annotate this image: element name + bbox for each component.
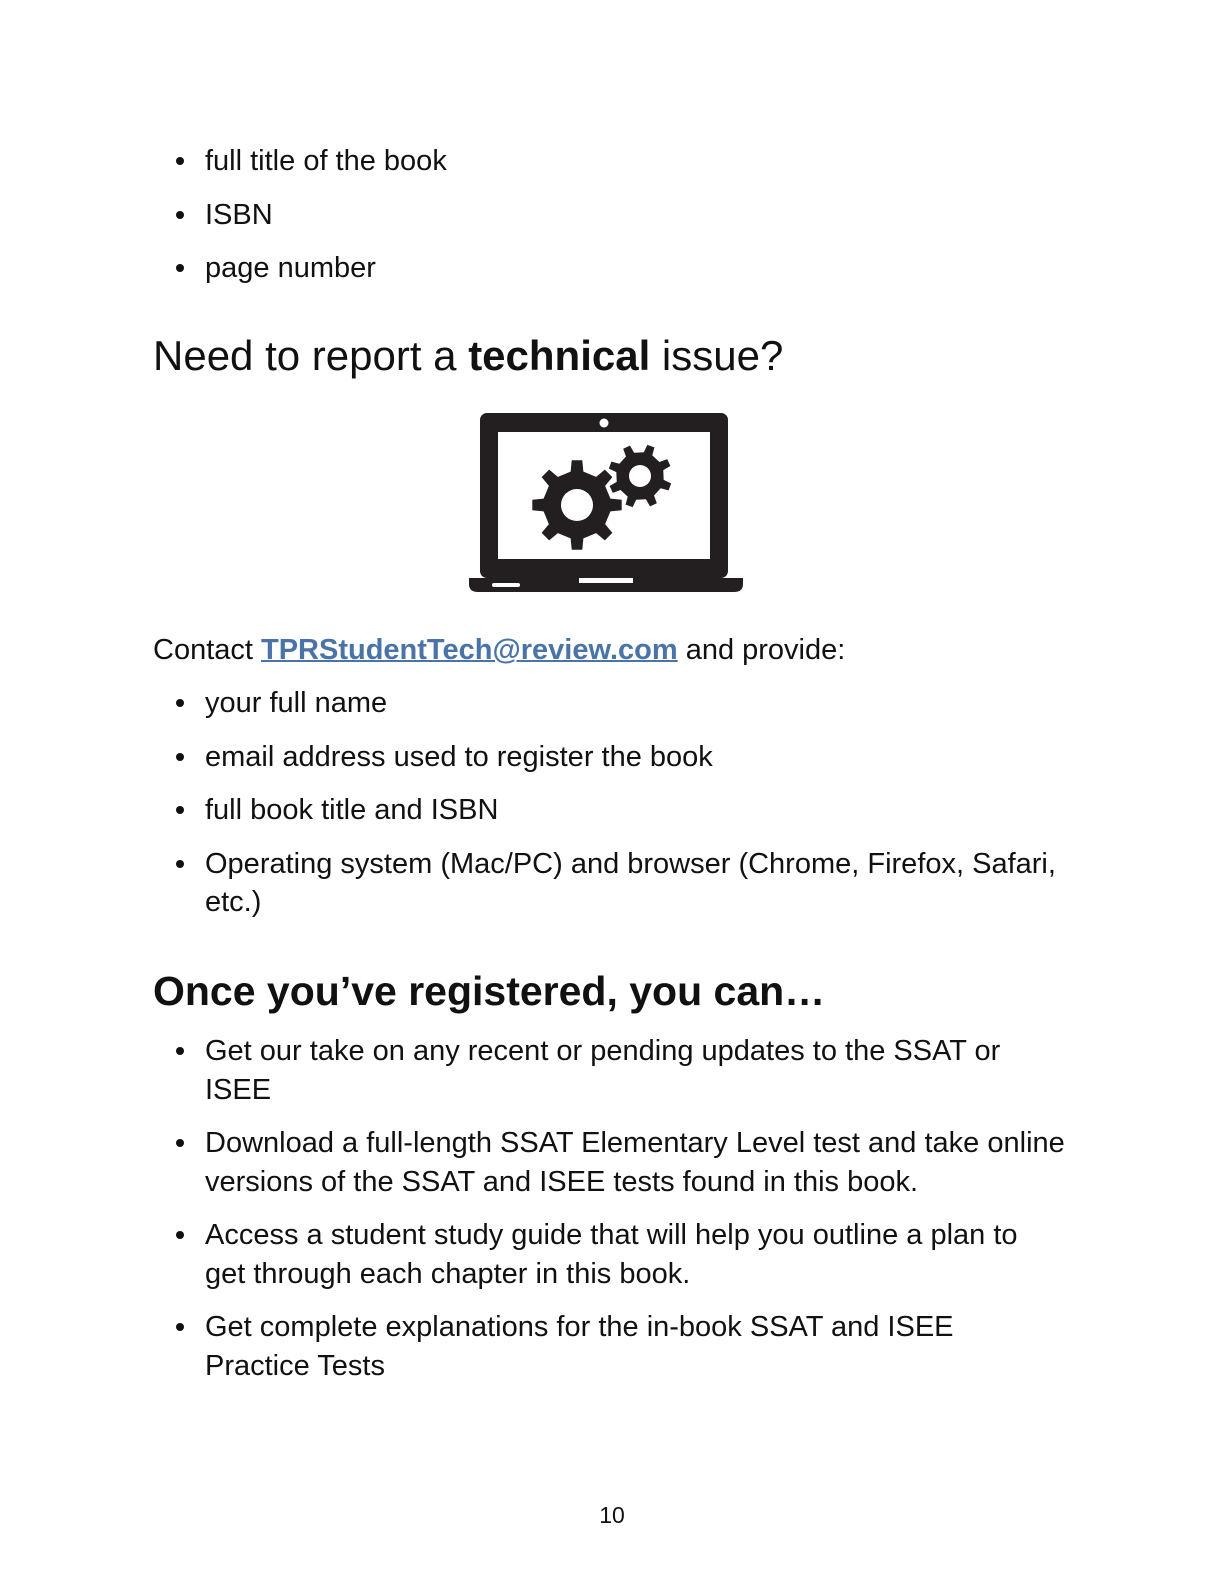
- heading-text-start: Need to report a: [153, 332, 469, 379]
- list-item: email address used to register the book: [205, 738, 1065, 777]
- list-item: Operating system (Mac/PC) and browser (Chrome, Firefox, Safari, etc.): [205, 845, 1065, 922]
- list-item: ISBN: [205, 196, 1065, 235]
- support-email-link[interactable]: TPRStudentTech@review.com: [261, 634, 678, 666]
- list-item: page number: [205, 249, 1065, 288]
- page-number: 10: [599, 1502, 625, 1528]
- technical-info-list: [205, 684, 1065, 937]
- laptop-gears-icon: [468, 410, 744, 596]
- registered-benefits-list: [205, 1032, 1065, 1400]
- contact-suffix: and provide:: [677, 634, 846, 666]
- list-item: full title of the book: [205, 142, 1065, 181]
- list-item: your full name: [205, 684, 1065, 723]
- list-item: Get our take on any recent or pending updates to the SSAT or ISEE: [205, 1032, 1065, 1109]
- heading-text-bold: technical: [468, 332, 651, 379]
- list-item: Download a full-length SSAT Elementary Level test and take online versions of the SSAT and ISEE tests found in this book.: [205, 1124, 1065, 1201]
- contact-line: [153, 631, 845, 669]
- list-item: Get complete explanations for the in-book SSAT and ISEE Practice Tests: [205, 1308, 1065, 1385]
- list-item: Access a student study guide that will help you outline a plan to get through each chapter in this book.: [205, 1216, 1065, 1293]
- gear-icon: [532, 460, 621, 549]
- registered-heading: Once you’ve registered, you can…: [153, 968, 826, 1014]
- heading-text-end: issue?: [650, 332, 784, 379]
- list-item: full book title and ISBN: [205, 791, 1065, 830]
- technical-issue-heading: [153, 330, 783, 382]
- contact-prefix: Contact: [153, 634, 261, 666]
- report-info-list: [205, 142, 1065, 303]
